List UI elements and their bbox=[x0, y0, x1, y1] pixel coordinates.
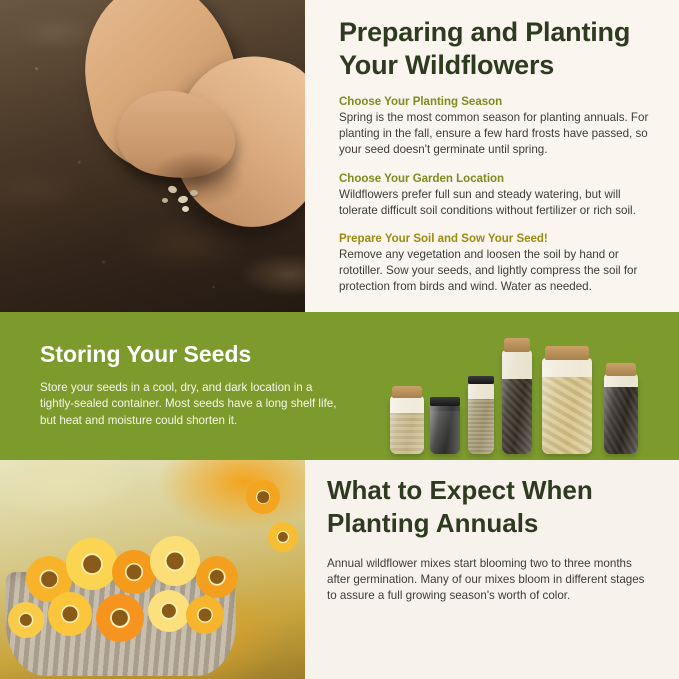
seed bbox=[162, 198, 168, 203]
jar-lid bbox=[468, 376, 494, 384]
flower-bloom bbox=[148, 590, 190, 632]
storing-heading: Storing Your Seeds bbox=[40, 341, 252, 367]
expect-heading: What to Expect When Planting Annuals bbox=[327, 475, 593, 538]
seed bbox=[190, 190, 198, 196]
flower-bloom bbox=[196, 556, 238, 598]
jar-lid bbox=[430, 397, 460, 406]
planting-body-season: Spring is the most common season for planting annuals. For planting in the fall, ensure a few hard frosts have passed, so your seed doesn't germinate until spring. bbox=[339, 111, 649, 157]
planting-photo bbox=[0, 0, 305, 312]
jar-cork bbox=[545, 346, 589, 360]
jar-glass bbox=[502, 350, 532, 454]
section-what-to-expect bbox=[0, 460, 679, 679]
expect-text-column bbox=[327, 474, 679, 605]
planting-heading: Preparing and Planting Your Wildflowers bbox=[339, 17, 631, 80]
seed-jar bbox=[430, 404, 460, 454]
planting-subhead-season: Choose Your Planting Season bbox=[339, 96, 503, 108]
flower-bloom bbox=[268, 522, 298, 552]
expect-body: Annual wildflower mixes start blooming two to three months after germination. Many of our mixes bloom in different stages to assure a full growing season's worth of color. bbox=[327, 557, 645, 603]
section-preparing-and-planting bbox=[0, 0, 679, 312]
jar-glass bbox=[542, 358, 592, 454]
jar-glass bbox=[430, 404, 460, 454]
jar-cork bbox=[504, 338, 530, 352]
flowers-photo bbox=[0, 460, 305, 679]
storing-body: Store your seeds in a cool, dry, and dark location in a tightly-sealed container. Most seeds have a long shelf life, but heat and moisture could shorten it. bbox=[40, 381, 337, 427]
jar-glass bbox=[604, 374, 638, 454]
flower-bloom bbox=[48, 592, 92, 636]
jar-glass bbox=[390, 396, 424, 454]
flower-bloom bbox=[8, 602, 44, 638]
seed-jars-photo bbox=[372, 322, 662, 460]
planting-text-column bbox=[327, 0, 679, 312]
storing-text-column bbox=[40, 340, 340, 429]
seed-jar bbox=[390, 396, 424, 454]
planting-body-soil: Remove any vegetation and loosen the soil by hand or rototiller. Sow your seeds, and lightly compress the soil for protection from birds and wind. Water as needed. bbox=[339, 248, 638, 294]
flower-bloom bbox=[96, 594, 144, 642]
seed-jar bbox=[468, 382, 494, 454]
seed bbox=[182, 206, 189, 212]
flower-bloom bbox=[66, 538, 118, 590]
seed-jar bbox=[542, 358, 592, 454]
flower-bloom bbox=[246, 480, 280, 514]
planting-subhead-soil: Prepare Your Soil and Sow Your Seed! bbox=[339, 233, 548, 246]
seed-jar bbox=[502, 350, 532, 454]
planting-subhead-location: Choose Your Garden Location bbox=[339, 172, 505, 185]
seed-jar bbox=[604, 374, 638, 454]
jar-cork bbox=[392, 386, 422, 398]
jar-cork bbox=[606, 363, 636, 376]
flower-bloom bbox=[186, 596, 224, 634]
jar-glass bbox=[468, 382, 494, 454]
flower-bloom bbox=[150, 536, 200, 586]
section-storing-your-seeds bbox=[0, 312, 679, 460]
planting-body-location: Wildflowers prefer full sun and steady watering, but will tolerate difficult soil conditions without fertilizer or rich soil. bbox=[339, 187, 636, 217]
